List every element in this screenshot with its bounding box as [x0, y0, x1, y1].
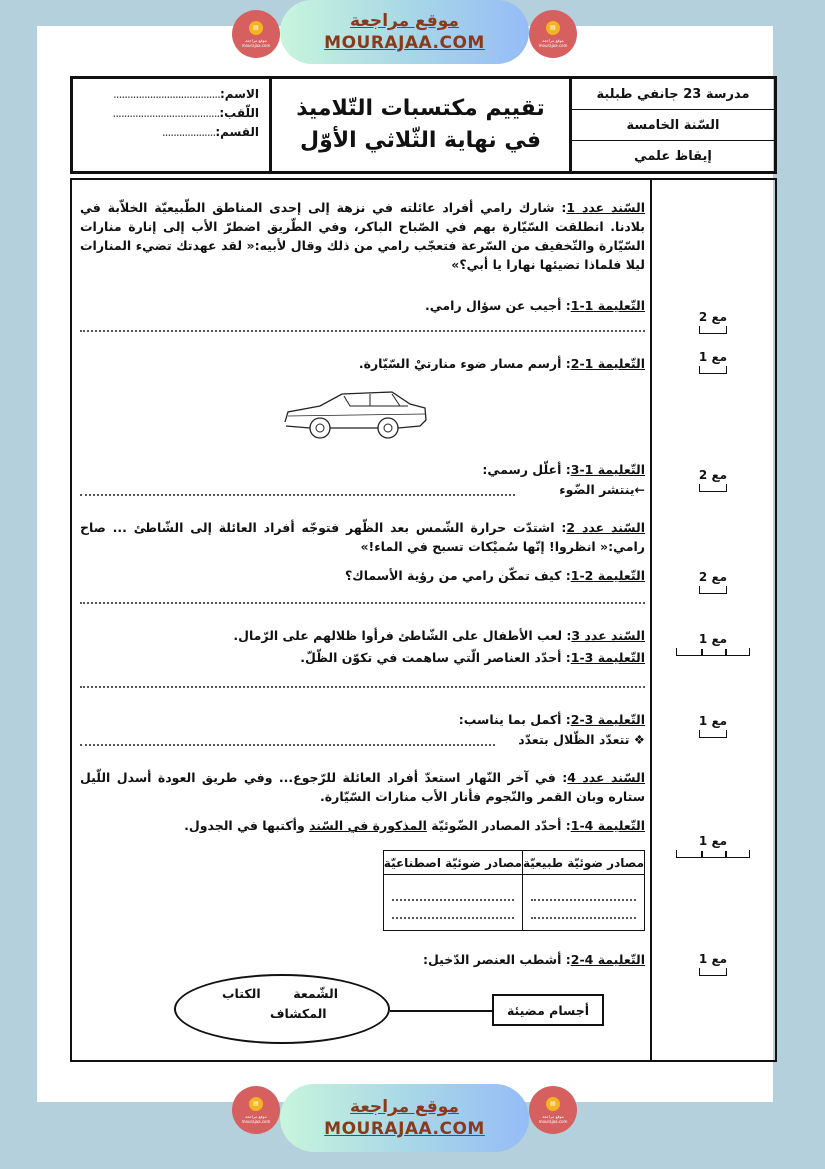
site-link[interactable]: موقع مراجعة MOURAJAA.COM	[280, 1084, 529, 1152]
car-drawing	[280, 384, 430, 444]
answer-line[interactable]	[80, 686, 645, 688]
grade-criterion: مع 1	[673, 714, 753, 738]
instruction-1-3: التّعليمة 1-3: أعلّل رسمي:	[482, 462, 645, 477]
document-2: السّند عدد 2: اشتدّت حرارة الشّمس بعد الظّهر فتوجّه أفراد العائلة إلى الشّاطئ ... صاح رامي:« انظروا! إنّها سُميْكات تسبح في الماء!»	[80, 520, 645, 554]
answer-line[interactable]	[80, 602, 645, 604]
answer-line[interactable]	[80, 330, 645, 332]
book-icon: ▤	[249, 1097, 263, 1111]
site-banner-bottom[interactable]	[232, 1084, 577, 1152]
document-4: السّند عدد 4: في آخر النّهار استعدّ أفراد العائلة للرّجوع... وفي طريق العودة أسدل اللّيل ستاره وبان القمر والنّجوم فأنار الأب منارات السّيّارة.	[80, 770, 646, 804]
answer-line[interactable]	[80, 494, 515, 496]
instruction-1-1: التّعليمة 1-1: أجيب عن سؤال رامي.	[425, 298, 645, 313]
artificial-sources-header: مصادر ضوئيّة اصطناعيّة	[383, 851, 522, 875]
school-info	[569, 79, 774, 171]
instruction-3-1: التّعليمة 3-1: أحدّد العناصر الّتي ساهمت في تكوّن الظّلّ.	[300, 650, 645, 665]
artificial-sources-cell[interactable]	[383, 875, 522, 931]
natural-sources-cell[interactable]	[522, 875, 644, 931]
name-field[interactable]: الاسم: ......................................	[112, 87, 259, 101]
grade-level: السّنة الخامسة	[572, 110, 774, 141]
luminous-bodies-box: أجسام مضيئة	[492, 994, 604, 1026]
subject: إيقاظ علمي	[634, 148, 712, 164]
instruction-2-1: التّعليمة 2-1: كيف تمكّن رامي من رؤية الأسماك؟	[345, 568, 645, 583]
book-icon: ▤	[249, 21, 263, 35]
site-banner-top[interactable]	[232, 0, 577, 64]
grade-criterion: مع 1	[673, 632, 753, 656]
site-logo-badge: ▤ موقع مراجعة mourajaa.com	[529, 10, 577, 58]
school-name: مدرسة 23 جانفي طبلبة	[572, 79, 774, 110]
book-icon: ▤	[546, 1097, 560, 1111]
shadow-completion: ❖ تتعدّد الظّلال بتعدّد	[518, 732, 645, 747]
grade-criterion: مع 1	[673, 350, 753, 374]
site-logo-badge: ▤ موقع مراجعة mourajaa.com	[232, 1086, 280, 1134]
grade-criterion: مع 2	[673, 570, 753, 594]
surname-field[interactable]: اللّقب: ......................................	[112, 106, 259, 120]
light-sources-table	[383, 850, 645, 931]
grade-criterion: مع 2	[673, 310, 753, 334]
student-info	[73, 79, 269, 171]
site-logo-badge: ▤ موقع مراجعة mourajaa.com	[232, 10, 280, 58]
site-logo-badge: ▤ موقع مراجعة mourajaa.com	[529, 1086, 577, 1134]
questions-area	[80, 180, 645, 1060]
instruction-4-1: التّعليمة 4-1: أحدّد المصادر الضّوئيّة المذكورة في السّند وأكتبها في الجدول.	[184, 818, 645, 833]
light-travels-answer: ←ينتشر الضّوء	[559, 482, 645, 497]
grading-column	[650, 180, 775, 1060]
instruction-3-2: التّعليمة 3-2: أكمل بما يناسب:	[458, 712, 645, 727]
document-3: السّند عدد 3: لعب الأطفال على الشّاطئ فرأوا ظلالهم على الرّمال.	[233, 628, 645, 643]
book-icon: ▤	[546, 21, 560, 35]
natural-sources-header: مصادر ضوئيّة طبيعيّة	[522, 851, 644, 875]
grade-criterion: مع 1	[673, 952, 753, 976]
book-item[interactable]: الكتاب	[222, 986, 261, 1001]
instruction-4-2: التّعليمة 4-2: أشطب العنصر الدّخيل:	[422, 952, 645, 967]
document-1: السّند عدد 1: شارك رامي أفراد عائلته في نزهة إلى إحدى المناطق الطّبيعيّة الخلاّبة في بلادنا. انطلقت السّيّارة بهم في الصّباح الباكر، وفي الطّريق اضطرّ الأب إلى إنارة منارات السّيّارة والتّخفيف من السّرعة فتعجّب رامي من ذلك وقال لأبيه:« لقد عهدتك تضيء المنارات ليلا فلماذا تضيئها نهارا يا أبي؟»	[80, 200, 645, 272]
exam-title: تقييم مكتسبات التّلاميذ في نهاية الثّلاثي الأوّل	[269, 79, 569, 171]
grade-criterion: مع 2	[673, 468, 753, 492]
exam-header	[70, 76, 777, 174]
exam-body	[70, 178, 777, 1062]
answer-line[interactable]	[80, 744, 495, 746]
grade-criterion: مع 1	[673, 834, 753, 858]
candle-item[interactable]: الشّمعة	[293, 986, 338, 1001]
connector-line	[390, 1010, 494, 1012]
site-link[interactable]: موقع مراجعة MOURAJAA.COM	[280, 0, 529, 64]
items-ellipse	[174, 974, 390, 1044]
class-field[interactable]: القسم: ...................	[161, 125, 259, 139]
instruction-1-2: التّعليمة 1-2: أرسم مسار ضوء منارتيْ السّيّارة.	[358, 356, 645, 371]
flashlight-item[interactable]: المكشاف	[270, 1006, 327, 1021]
